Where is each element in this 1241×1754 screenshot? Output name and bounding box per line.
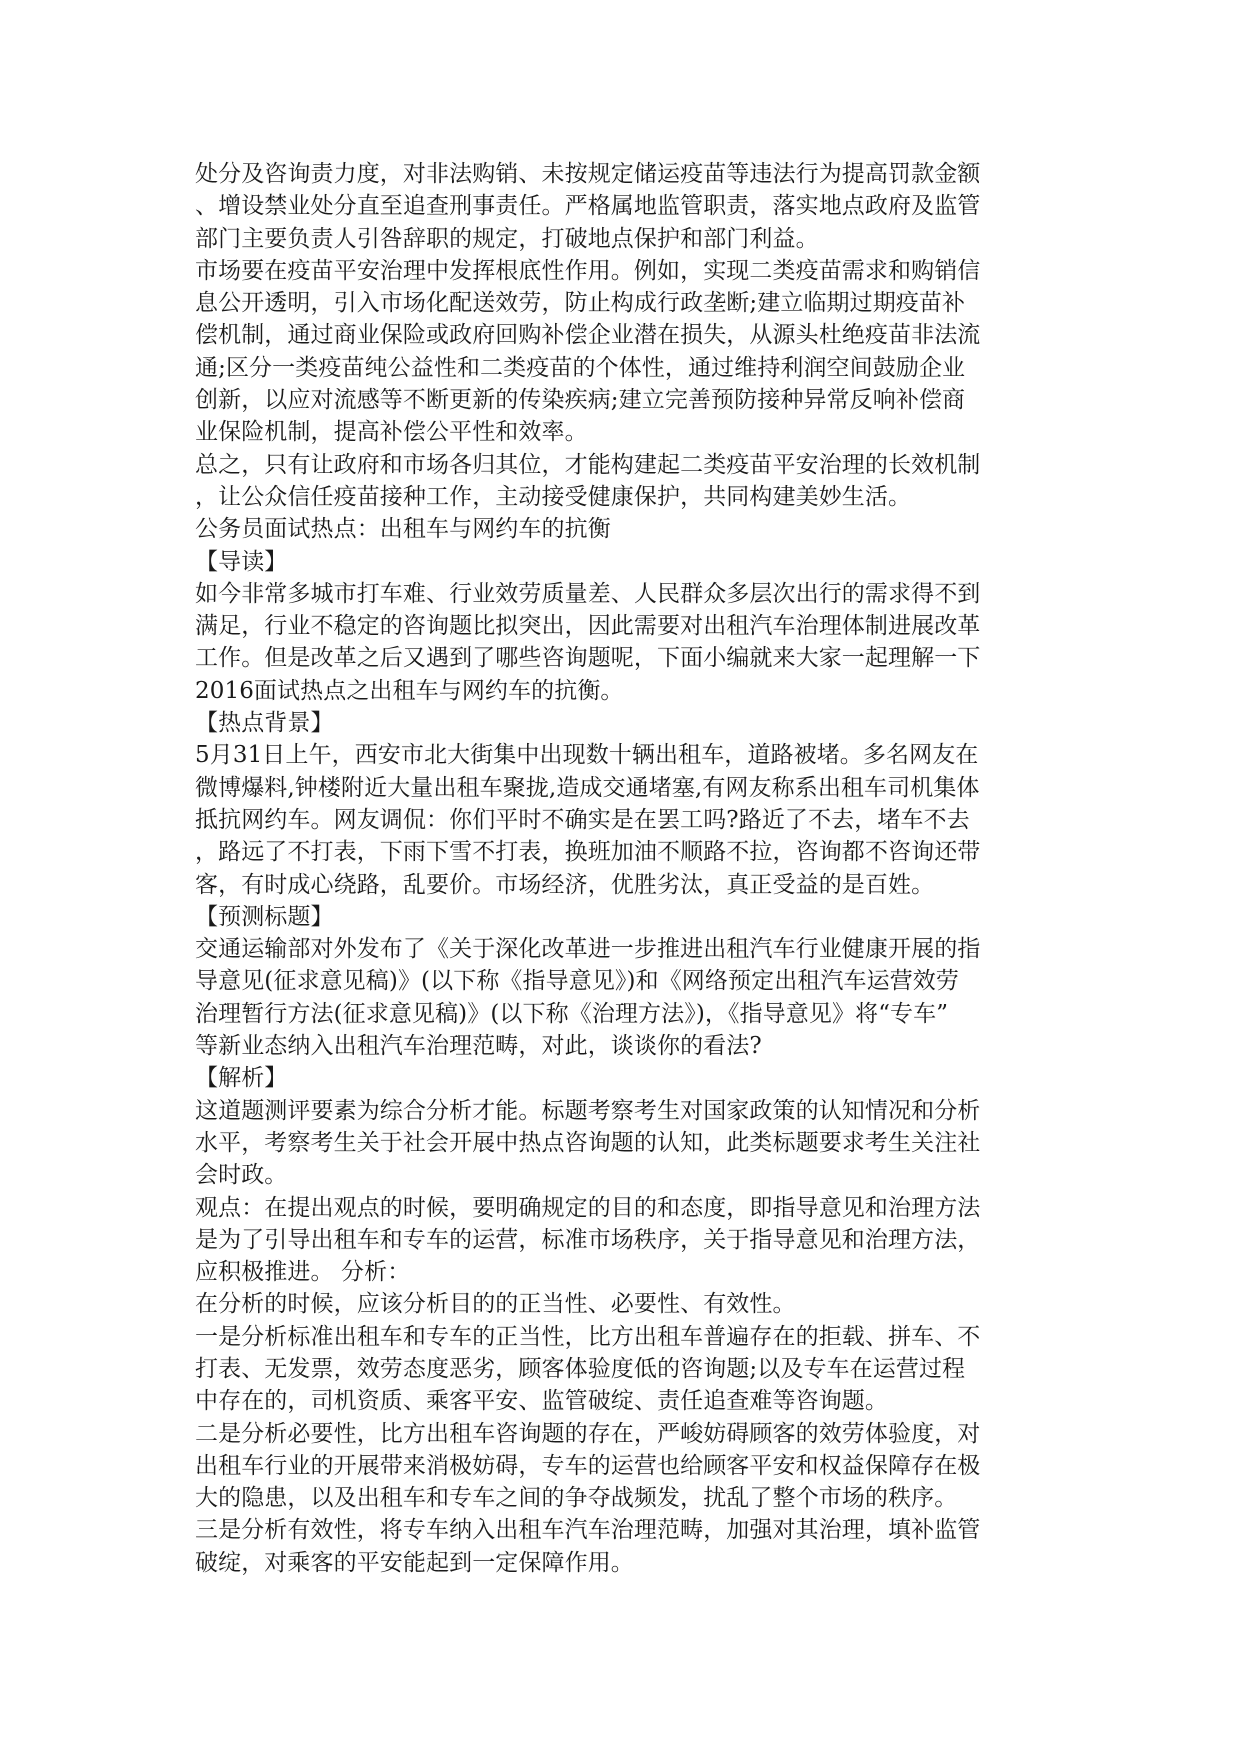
text-line: 市场要在疫苗平安治理中发挥根底性作用。例如，实现二类疫苗需求和购销信: [195, 257, 981, 284]
text-line: 如今非常多城市打车难、行业效劳质量差、人民群众多层次出行的需求得不到: [195, 580, 981, 607]
text-line: 等新业态纳入出租汽车治理范畴，对此，谈谈你的看法?: [195, 1033, 762, 1060]
text-line: 交通运输部对外发布了《关于深化改革进一步推进出租汽车行业健康开展的指: [195, 936, 981, 963]
text-line: 应积极推进。 分析：: [195, 1259, 411, 1286]
text-line: 二是分析必要性，比方出租车咨询题的存在，严峻妨碍顾客的效劳体验度，对: [195, 1420, 981, 1447]
text-line: 微博爆料,钟楼附近大量出租车聚拢,造成交通堵塞,有网友称系出租车司机集体: [195, 774, 980, 801]
text-line: 息公开透明，引入市场化配送效劳，防止构成行政垄断;建立临期过期疫苗补: [195, 290, 966, 317]
text-line: 工作。但是改革之后又遇到了哪些咨询题呢，下面小编就来大家一起理解一下: [195, 645, 981, 672]
article-title: 公务员面试热点：出租车与网约车的抗衡: [195, 516, 611, 543]
text-line: 总之，只有让政府和市场各归其位，才能构建起二类疫苗平安治理的长效机制: [195, 451, 981, 478]
section-heading: 【导读】: [195, 548, 288, 575]
text-line: 业保险机制，提高补偿公平性和效率。: [195, 419, 588, 446]
section-heading: 【热点背景】: [195, 710, 334, 737]
section-heading: 【解析】: [195, 1065, 288, 1092]
text-line: 出租车行业的开展带来消极妨碍，专车的运营也给顾客平安和权益保障存在极: [195, 1452, 981, 1479]
text-line: 打表、无发票，效劳态度恶劣，顾客体验度低的咨询题;以及专车在运营过程: [195, 1355, 966, 1382]
text-line: 破绽，对乘客的平安能起到一定保障作用。: [195, 1549, 634, 1576]
text-line: 三是分析有效性，将专车纳入出租车汽车治理范畴，加强对其治理，填补监管: [195, 1517, 981, 1544]
text-line: 满足，行业不稳定的咨询题比拟突出，因此需要对出租汽车治理体制进展改革: [195, 613, 981, 640]
text-line: 处分及咨询责力度，对非法购销、未按规定储运疫苗等违法行为提高罚款金额: [195, 161, 981, 187]
text-line: 2016面试热点之出租车与网约车的抗衡。: [195, 677, 624, 704]
text-line: 客，有时成心绕路，乱要价。市场经济，优胜劣汰，真正受益的是百姓。: [195, 871, 935, 898]
text-line: 抵抗网约车。网友调侃：你们平时不确实是在罢工吗?路近了不去，堵车不去: [195, 806, 970, 833]
text-line: 在分析的时候，应该分析目的的正当性、必要性、有效性。: [195, 1291, 796, 1318]
text-line: ，路远了不打表，下雨下雪不打表，换班加油不顺路不拉，咨询都不咨询还带: [195, 839, 981, 866]
text-line: 大的隐患，以及出租车和专车之间的争夺战频发，扰乱了整个市场的秩序。: [195, 1485, 958, 1512]
text-line: 中存在的，司机资质、乘客平安、监管破绽、责任追查难等咨询题。: [195, 1388, 888, 1415]
document-body: [195, 158, 1050, 1579]
text-line: 水平，考察考生关于社会开展中热点咨询题的认知，此类标题要求考生关注社: [195, 1129, 981, 1156]
text-line: 观点：在提出观点的时候，要明确规定的目的和态度，即指导意见和治理方法: [195, 1194, 981, 1221]
text-line: 、增设禁业处分直至追查刑事责任。严格属地监管职责，落实地点政府及监管: [195, 193, 981, 220]
section-heading: 【预测标题】: [195, 903, 334, 930]
text-line: 偿机制，通过商业保险或政府回购补偿企业潜在损失，从源头杜绝疫苗非法流: [195, 322, 981, 349]
text-line: 是为了引导出租车和专车的运营，标准市场秩序，关于指导意见和治理方法，: [195, 1226, 981, 1253]
text-line: 创新，以应对流感等不断更新的传染疾病;建立完善预防接种异常反响补偿商: [195, 387, 966, 414]
text-line: 一是分析标准出租车和专车的正当性，比方出租车普遍存在的拒载、拼车、不: [195, 1323, 981, 1350]
text-line: 导意见(征求意见稿)》(以下称《指导意见》)和《网络预定出租汽车运营效劳: [195, 968, 959, 995]
text-line: 治理暂行方法(征求意见稿)》(以下称《治理方法》)，《指导意见》将“专车”: [195, 1000, 949, 1027]
text-line: 部门主要负责人引咎辞职的规定，打破地点保护和部门利益。: [195, 225, 819, 252]
text-line: 这道题测评要素为综合分析才能。标题考察考生对国家政策的认知情况和分析: [195, 1097, 981, 1124]
text-line: 会时政。: [195, 1162, 288, 1189]
text-line: 通;区分一类疫苗纯公益性和二类疫苗的个体性，通过维持利润空间鼓励企业: [195, 354, 966, 381]
text-line: ，让公众信任疫苗接种工作，主动接受健康保护，共同构建美妙生活。: [195, 483, 912, 510]
text-line: 5月31日上午，西安市北大街集中出现数十辆出租车，道路被堵。多名网友在: [195, 742, 979, 769]
